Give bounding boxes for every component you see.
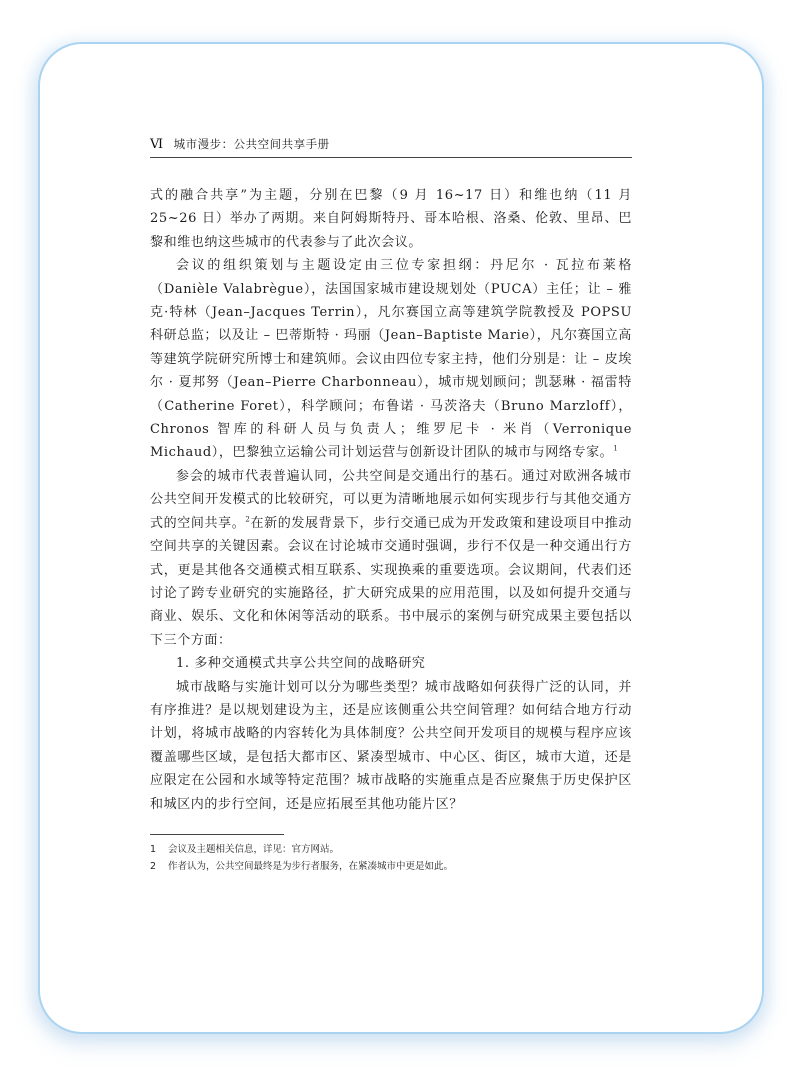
page-number: Ⅵ	[150, 136, 164, 151]
book-title: 城市漫步：公共空间共享手册	[173, 137, 330, 151]
footnote-divider	[150, 834, 284, 835]
book-page	[150, 136, 632, 875]
footnotes	[150, 841, 632, 875]
paragraph	[150, 465, 632, 652]
footnote-text: 会议及主题相关信息，详见：官方网站。	[168, 843, 340, 855]
footnote-number: 1	[150, 843, 157, 855]
body-text	[150, 184, 632, 816]
running-header	[150, 136, 632, 158]
section-heading-text: 1. 多种交通模式共享公共空间的战略研究	[176, 656, 426, 672]
footnote	[150, 858, 632, 875]
paragraph	[150, 254, 632, 465]
footnote-ref[interactable]: 2	[245, 515, 251, 524]
paragraph-text: 会议的组织策划与主题设定由三位专家担纲：丹尼尔 · 瓦拉布莱格（Danièle Valabrègue），法国国家城市建设规划处（PUCA）主任；让 – 雅克·特林（Jean–Jacques Terrin），凡尔赛国立高等建筑学院教授及 POPSU 科研总监；以及让 – 巴蒂斯特 · 玛丽（Jean–Baptiste Marie），凡尔赛国立高等建筑学院研究所博士和建筑师。会议由四位专家主持，他们分别是：让 – 皮埃尔 · 夏邦努（Jean–Pierre Charbonneau），城市规划顾问；凯瑟琳 · 福雷特（Catherine Foret），科学顾问；布鲁诺 · 马茨洛夫（Bruno Marzloff），Chronos 智库的科研人员与负责人；维罗尼卡 · 米肖（Verronique Michaud），巴黎独立运输公司计划运营与创新设计团队的城市与网络专家。	[150, 258, 632, 461]
footnote	[150, 841, 632, 858]
paragraph	[150, 676, 632, 816]
section-heading	[150, 652, 632, 675]
footnote-text: 作者认为，公共空间最终是为步行者服务，在紧凑城市中更是如此。	[168, 860, 454, 872]
paragraph-text: 城市战略与实施计划可以分为哪些类型？城市战略如何获得广泛的认同，并有序推进？是以规划建设为主，还是应该侧重公共空间管理？如何结合地方行动计划，将城市战略的内容转化为具体制度？公共空间开发项目的规模与程序应该覆盖哪些区域，是包括大都市区、紧凑型城市、中心区、街区，城市大道，还是应限定在公园和水域等特定范围？城市战略的实施重点是否应聚焦于历史保护区和城区内的步行空间，还是应拓展至其他功能片区？	[150, 679, 632, 812]
footnote-number: 2	[150, 860, 157, 872]
paragraph	[150, 184, 632, 254]
paragraph-text: 参会的城市代表普遍认同，公共空间是交通出行的基石。通过对欧洲各城市公共空间开发模式的比较研究，可以更为清晰地展示如何实现步行与其他交通方式的空间共享。	[150, 468, 632, 531]
footnote-ref[interactable]: 1	[613, 445, 619, 454]
paragraph-text-continued: 在新的发展背景下，步行交通已成为开发政策和建设项目中推动空间共享的关键因素。会议在讨论城市交通时强调，步行不仅是一种交通出行方式，更是其他各交通模式相互联系、实现换乘的重要选项。会议期间，代表们还讨论了跨专业研究的实施路径，扩大研究成果的应用范围，以及如何提升交通与商业、娱乐、文化和休闲等活动的联系。书中展示的案例与研究成果主要包括以下三个方面：	[150, 515, 632, 648]
paragraph-text: 式的融合共享”为主题，分别在巴黎（9 月 16~17 日）和维也纳（11 月 25~26 日）举办了两期。来自阿姆斯特丹、哥本哈根、洛桑、伦敦、里昂、巴黎和维也纳这些城市的代表参与了此次会议。	[150, 188, 632, 250]
